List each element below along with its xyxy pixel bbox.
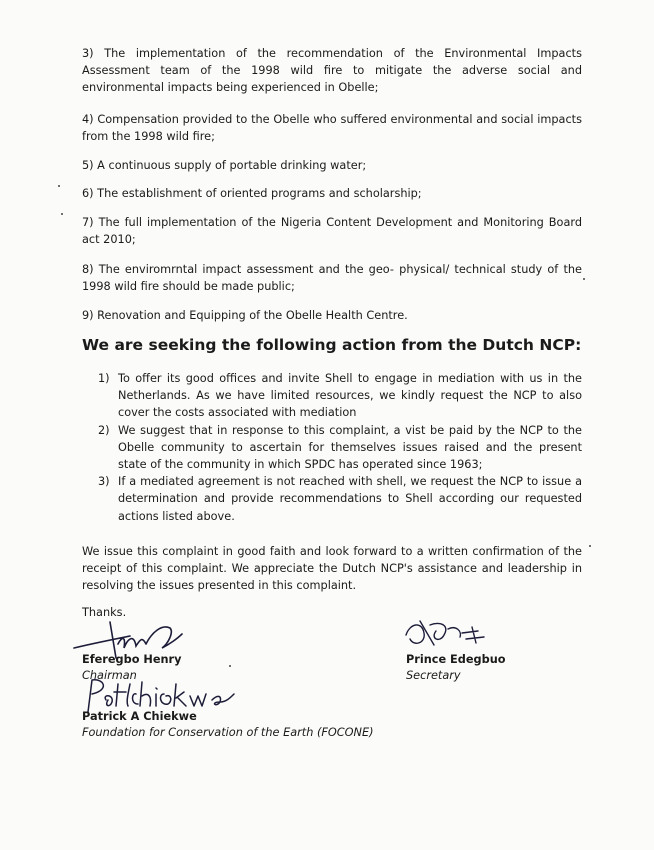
section-heading: We are seeking the following action from the Dutch NCP: [82,336,582,354]
action-item [82,422,582,474]
thanks-text: Thanks. [82,606,127,619]
action-text: To offer its good offices and invite Shell to engage in mediation with us in the Netherlands. As we have limited resources, we kindly request the NCP to also cover the costs associated with mediation [118,372,582,420]
scan-speck [229,665,231,667]
secretary-title: Secretary [406,669,461,682]
secretary-name: Prince Edegbuo [406,653,506,666]
secretary-signature [400,615,490,655]
focone-organization: Foundation for Conservation of the Earth (FOCONE) [82,726,374,739]
demand-item-5: 5) A continuous supply of portable drinking water; [82,159,367,172]
action-text: We suggest that in response to this complaint, a vist be paid by the NCP to the Obelle community to ascertain for themselves issues raised and the present state of the community in which SPDC has operated since 1963; [118,423,582,472]
action-list [82,370,582,525]
closing-paragraph: We issue this complaint in good faith and look forward to a written confirmation of the receipt of this complaint. We appreciate the Dutch NCP's assistance and leadership in resolving the issues presented in this complaint. [82,545,582,593]
action-number: 2) [98,423,110,437]
scan-speck [58,185,60,187]
scan-speck [583,278,585,280]
action-number: 1) [98,372,110,385]
demand-item-8: 8) The enviromrntal impact assessment and the geo- physical/ technical study of the 1998 wild fire should be made public; [82,263,582,294]
scan-speck [61,213,63,215]
chairman-name: Eferegbo Henry [82,653,182,666]
scan-speck [589,545,591,547]
action-number: 3) [98,475,110,489]
focone-name: Patrick A Chiekwe [82,710,197,723]
action-item [82,473,582,525]
chairman-title: Chairman [82,669,137,682]
action-text: If a mediated agreement is not reached with shell, we request the NCP to issue a determination and provide recommendations to Shell according our requested actions listed above. [118,475,582,523]
action-item [82,370,582,422]
demand-item-3: 3) The implementation of the recommendation of the Environmental Impacts Assessment team of the 1998 wild fire to mitigate the adverse social and environmental impacts being experienced in Obelle; [82,47,582,95]
demand-item-7: 7) The full implementation of the Nigeria Content Development and Monitoring Board act 2010; [82,216,582,247]
demand-item-6: 6) The establishment of oriented programs and scholarship; [82,187,422,200]
demand-item-4: 4) Compensation provided to the Obelle who suffered environmental and social impacts from the 1998 wild fire; [82,113,582,144]
demand-item-9: 9) Renovation and Equipping of the Obelle Health Centre. [82,309,408,322]
